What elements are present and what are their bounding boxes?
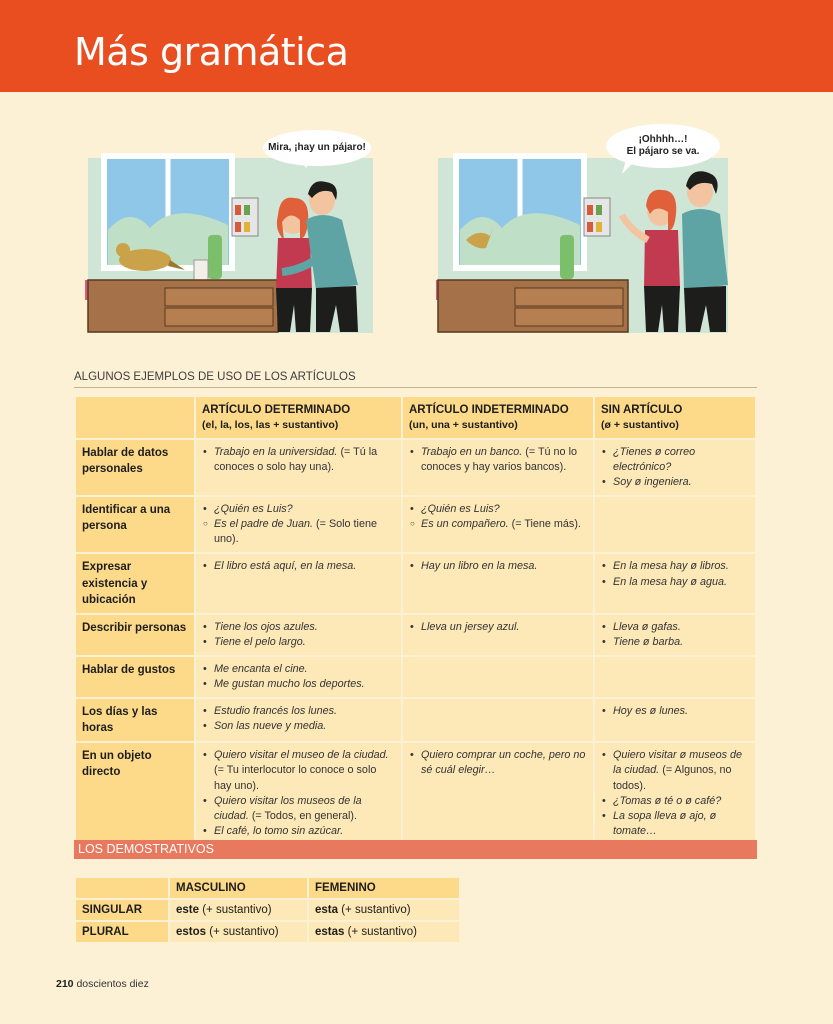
column-header-indeterminado bbox=[403, 397, 593, 438]
example-item bbox=[409, 502, 587, 517]
speech-bubble-text: Mira, ¡hay un pájaro! bbox=[268, 142, 366, 153]
example-item bbox=[409, 517, 587, 532]
indeterminado-cell bbox=[403, 615, 593, 655]
demonstratives-table bbox=[74, 876, 461, 944]
table-row bbox=[76, 900, 459, 920]
masculine-cell bbox=[170, 900, 307, 920]
row-header: Hablar de gustos bbox=[76, 657, 194, 697]
example-item bbox=[202, 662, 395, 677]
table-corner-cell bbox=[76, 397, 194, 438]
determinado-cell bbox=[196, 657, 401, 697]
column-subtitle: (un, una + sustantivo) bbox=[409, 419, 518, 432]
example-item bbox=[202, 824, 395, 839]
comic-panel-right bbox=[436, 156, 728, 333]
example-text: Tiene ø barba. bbox=[613, 635, 684, 648]
example-note: (= Tu interlocutor lo conoce o solo hay uno). bbox=[214, 764, 377, 792]
comic-panel-left bbox=[85, 156, 373, 333]
example-item bbox=[202, 748, 395, 793]
example-item bbox=[601, 620, 749, 635]
table-header-row bbox=[76, 878, 459, 898]
example-text: En la mesa hay ø libros. bbox=[613, 560, 729, 573]
column-header-sin-articulo bbox=[595, 397, 755, 438]
table-row bbox=[76, 440, 755, 495]
articles-table bbox=[74, 395, 757, 846]
indeterminado-cell bbox=[403, 657, 593, 697]
page-title: Más gramática bbox=[74, 30, 349, 74]
speech-bubble-text-line2: El pájaro se va. bbox=[626, 146, 700, 157]
table-row bbox=[76, 922, 459, 942]
example-text: Trabajo en un banco. bbox=[421, 445, 523, 458]
example-text: ¿Quién es Luis? bbox=[214, 503, 293, 516]
determinado-cell bbox=[196, 497, 401, 552]
articles-section-title: ALGUNOS EJEMPLOS DE USO DE LOS ARTÍCULOS bbox=[74, 371, 356, 383]
example-item bbox=[601, 475, 749, 490]
speech-bubble-left bbox=[263, 130, 371, 166]
example-note: (= Solo tiene uno). bbox=[214, 518, 377, 546]
column-subtitle: (el, la, los, las + sustantivo) bbox=[202, 419, 339, 432]
example-item bbox=[202, 794, 395, 824]
determinado-cell bbox=[196, 615, 401, 655]
example-text: Es el padre de Juan. bbox=[214, 518, 314, 531]
example-item bbox=[601, 748, 749, 793]
example-text: Es un compañero. bbox=[421, 518, 509, 531]
column-header-masculino: MASCULINO bbox=[170, 878, 307, 898]
page-header bbox=[0, 0, 833, 92]
example-item bbox=[601, 809, 749, 839]
column-header-femenino: FEMENINO bbox=[309, 878, 459, 898]
example-text: Quiero comprar un coche, pero no sé cuál elegir… bbox=[421, 749, 586, 777]
determinado-cell bbox=[196, 440, 401, 495]
example-text: ¿Tienes ø correo electrónico? bbox=[613, 445, 696, 473]
sin-articulo-cell bbox=[595, 497, 755, 552]
demonstrative-word: estos bbox=[176, 926, 207, 938]
example-text: El café, lo tomo sin azúcar. bbox=[214, 824, 344, 837]
example-item bbox=[409, 620, 587, 635]
example-text: Tiene el pelo largo. bbox=[214, 635, 306, 648]
example-text: Quiero visitar el museo de la ciudad. bbox=[214, 749, 389, 762]
row-header: SINGULAR bbox=[76, 900, 168, 920]
example-item bbox=[409, 445, 587, 475]
example-item bbox=[202, 719, 395, 734]
table-corner-cell bbox=[76, 878, 168, 898]
masculine-cell bbox=[170, 922, 307, 942]
example-item bbox=[202, 502, 395, 517]
example-text: Me gustan mucho los deportes. bbox=[214, 678, 365, 691]
example-item bbox=[601, 635, 749, 650]
demonstrative-note: (+ sustantivo) bbox=[338, 904, 411, 916]
example-item bbox=[202, 445, 395, 475]
example-text: Estudio francés los lunes. bbox=[214, 705, 338, 718]
example-item bbox=[202, 559, 395, 574]
row-header: Identificar a una persona bbox=[76, 497, 194, 552]
feminine-cell bbox=[309, 900, 459, 920]
demonstrative-note: (+ sustantivo) bbox=[199, 904, 272, 916]
table-header-row bbox=[76, 397, 755, 438]
determinado-cell bbox=[196, 554, 401, 612]
table-row bbox=[76, 497, 755, 552]
speech-bubble-text-line1: ¡Ohhhh…! bbox=[638, 134, 688, 145]
example-text: En la mesa hay ø agua. bbox=[613, 575, 728, 588]
indeterminado-cell bbox=[403, 440, 593, 495]
page-number-words: doscientos diez bbox=[76, 978, 149, 990]
sin-articulo-cell bbox=[595, 554, 755, 612]
row-header: Los días y las horas bbox=[76, 699, 194, 741]
row-header: Expresar existencia y ubicación bbox=[76, 554, 194, 612]
example-note: (= Todos, en general). bbox=[251, 809, 357, 822]
example-text: ¿Quién es Luis? bbox=[421, 503, 500, 516]
column-header-determinado bbox=[196, 397, 401, 438]
example-item bbox=[202, 517, 395, 547]
sin-articulo-cell bbox=[595, 615, 755, 655]
example-text: Quiero visitar ø museos de la ciudad. bbox=[613, 749, 743, 777]
example-text: La sopa lleva ø ajo, ø tomate… bbox=[613, 809, 717, 837]
sin-articulo-cell bbox=[595, 699, 755, 741]
row-header: Hablar de datos personales bbox=[76, 440, 194, 495]
example-text: ¿Tomas ø té o ø café? bbox=[613, 794, 722, 807]
demonstrative-word: este bbox=[176, 904, 200, 916]
example-text: El libro está aquí, en la mesa. bbox=[214, 560, 357, 573]
example-text: Me encanta el cine. bbox=[214, 662, 308, 675]
page-number: 210 bbox=[56, 978, 74, 990]
demonstrative-word: estas bbox=[315, 926, 345, 938]
example-item bbox=[202, 704, 395, 719]
sin-articulo-cell bbox=[595, 743, 755, 844]
example-item bbox=[601, 794, 749, 809]
demonstrative-note: (+ sustantivo) bbox=[206, 926, 279, 938]
example-item bbox=[409, 559, 587, 574]
row-header: PLURAL bbox=[76, 922, 168, 942]
demonstrative-note: (+ sustantivo) bbox=[344, 926, 417, 938]
example-text: Lleva un jersey azul. bbox=[421, 620, 520, 633]
example-note: (= Tú la conoces o solo hay una). bbox=[214, 445, 378, 473]
column-title: ARTÍCULO INDETERMINADO bbox=[409, 404, 569, 416]
column-subtitle: (ø + sustantivo) bbox=[601, 419, 679, 432]
indeterminado-cell bbox=[403, 554, 593, 612]
example-text: Soy ø ingeniera. bbox=[613, 476, 692, 488]
speech-bubble-right bbox=[606, 124, 720, 168]
indeterminado-cell bbox=[403, 497, 593, 552]
page-footer bbox=[56, 978, 149, 990]
determinado-cell bbox=[196, 699, 401, 741]
example-item bbox=[601, 704, 749, 719]
example-note: (= Tiene más). bbox=[511, 518, 581, 531]
example-text: Tiene los ojos azules. bbox=[214, 620, 318, 633]
column-title: ARTÍCULO DETERMINADO bbox=[202, 404, 351, 416]
example-text: Quiero visitar los museos de la ciudad. bbox=[214, 794, 362, 822]
example-item bbox=[601, 445, 749, 475]
table-row bbox=[76, 743, 755, 844]
example-item bbox=[202, 635, 395, 650]
example-text: Hoy es ø lunes. bbox=[613, 705, 689, 718]
determinado-cell bbox=[196, 743, 401, 844]
example-text: Hay un libro en la mesa. bbox=[421, 560, 538, 573]
section-divider bbox=[74, 387, 757, 388]
example-item bbox=[202, 677, 395, 692]
table-row bbox=[76, 554, 755, 612]
row-header: En un objeto directo bbox=[76, 743, 194, 844]
feminine-cell bbox=[309, 922, 459, 942]
example-item bbox=[409, 748, 587, 778]
example-text: Son las nueve y media. bbox=[214, 720, 327, 733]
table-row bbox=[76, 657, 755, 697]
indeterminado-cell bbox=[403, 743, 593, 844]
example-text: Trabajo en la universidad. bbox=[214, 445, 338, 458]
demonstrative-word: esta bbox=[315, 904, 339, 916]
sin-articulo-cell bbox=[595, 440, 755, 495]
comic-strip bbox=[0, 110, 833, 350]
demonstratives-section-title: LOS DEMOSTRATIVOS bbox=[74, 840, 757, 859]
table-row bbox=[76, 699, 755, 741]
column-title: SIN ARTÍCULO bbox=[601, 404, 683, 416]
indeterminado-cell bbox=[403, 699, 593, 741]
example-note: (= Algunos, no todos). bbox=[613, 764, 732, 792]
table-row bbox=[76, 615, 755, 655]
example-item bbox=[202, 620, 395, 635]
example-text: Lleva ø gafas. bbox=[613, 620, 681, 633]
example-item bbox=[601, 559, 749, 574]
sin-articulo-cell bbox=[595, 657, 755, 697]
row-header: Describir personas bbox=[76, 615, 194, 655]
example-item bbox=[601, 575, 749, 590]
example-note: (= Tú no lo conoces y hay varios bancos). bbox=[421, 445, 577, 473]
